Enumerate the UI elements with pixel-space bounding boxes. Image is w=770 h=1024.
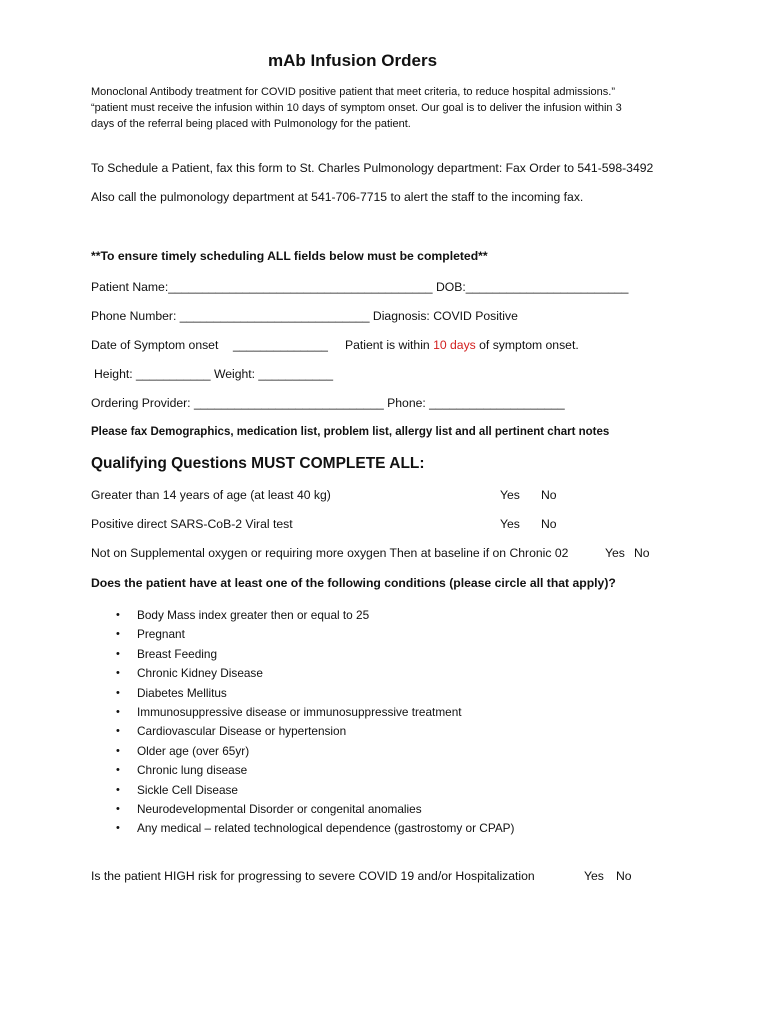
condition-label: Diabetes Mellitus (137, 685, 227, 700)
intro-line: days of the referral being placed with Pulmonology for the patient. (91, 118, 411, 130)
within-suffix: of symptom onset. (479, 338, 579, 352)
page-title: mAb Infusion Orders (267, 51, 438, 70)
bullet-icon: • (116, 647, 120, 660)
answer-no[interactable]: No (541, 488, 557, 502)
condition-label: Cardiovascular Disease or hypertension (137, 724, 347, 739)
intro-line: “patient must receive the infusion within 10 days of symptom onset. Our goal is to deliver the infusion within 3 (91, 102, 622, 114)
bullet-icon: • (116, 667, 120, 680)
condition-label: Pregnant (137, 627, 185, 642)
answer-no[interactable]: No (634, 546, 650, 560)
bullet-icon: • (116, 628, 120, 641)
list-item[interactable] (113, 606, 514, 625)
condition-label: Body Mass index greater then or equal to 25 (137, 608, 370, 622)
answer-yes[interactable]: Yes (500, 488, 520, 502)
height-weight-field[interactable]: Height: ___________ Weight: ___________ (94, 367, 333, 381)
answer-yes[interactable]: Yes (500, 517, 520, 531)
conditions-list (113, 606, 514, 839)
question-text: Greater than 14 years of age (at least 40 kg) (91, 488, 331, 502)
symptom-onset-field[interactable]: ______________ (233, 338, 328, 352)
condition-label: Chronic lung disease (137, 763, 248, 778)
bullet-icon: • (116, 822, 120, 835)
phone-diagnosis-field[interactable]: Phone Number: ____________________________ Diagnosis: COVID Positive (91, 309, 518, 323)
condition-label: Immunosuppressive disease or immunosuppressive treatment (137, 704, 462, 719)
symptom-onset-label: Date of Symptom onset (91, 338, 219, 352)
qualifying-heading: Qualifying Questions MUST COMPLETE ALL: (91, 455, 425, 472)
list-item[interactable] (113, 664, 514, 683)
intro-line: Monoclonal Antibody treatment for COVID positive patient that meet criteria, to reduce hospital admissions.” (91, 86, 615, 98)
high-risk-no[interactable]: No (616, 869, 632, 883)
condition-label: Sickle Cell Disease (137, 782, 238, 797)
ordering-provider-field[interactable]: Ordering Provider: ____________________________ Phone: ____________________ (91, 396, 565, 410)
intro-paragraph (91, 84, 691, 132)
list-item[interactable] (113, 684, 514, 703)
bullet-icon: • (116, 725, 120, 738)
bullet-icon: • (116, 764, 120, 777)
list-item[interactable] (113, 819, 514, 838)
list-item[interactable] (113, 800, 514, 819)
required-notice: **To ensure timely scheduling ALL fields below must be completed** (91, 249, 488, 263)
within-days-highlight: 10 days (433, 338, 476, 352)
list-item[interactable] (113, 722, 514, 741)
conditions-heading: Does the patient have at least one of the following conditions (please circle all that apply)? (91, 576, 616, 590)
question-text: Positive direct SARS-CoB-2 Viral test (91, 517, 293, 531)
bullet-icon: • (116, 705, 120, 718)
list-item[interactable] (113, 645, 514, 664)
bullet-icon: • (116, 744, 120, 757)
patient-name-dob-field[interactable]: Patient Name:_______________________________________ DOB:________________________ (91, 280, 629, 294)
list-item[interactable] (113, 781, 514, 800)
list-item[interactable] (113, 742, 514, 761)
bullet-icon: • (116, 802, 120, 815)
within-prefix: Patient is within (345, 338, 430, 352)
high-risk-question: Is the patient HIGH risk for progressing to severe COVID 19 and/or Hospitalization (91, 869, 535, 883)
call-instructions: Also call the pulmonology department at 541-706-7715 to alert the staff to the incoming fax. (91, 190, 584, 204)
condition-label: Breast Feeding (137, 646, 218, 661)
schedule-instructions: To Schedule a Patient, fax this form to St. Charles Pulmonology department: Fax Order to 541-598-3492 (91, 161, 654, 175)
fax-demographics-note: Please fax Demographics, medication list, problem list, allergy list and all pertinent chart notes (91, 426, 610, 438)
condition-label: Neurodevelopmental Disorder or congenital anomalies (137, 801, 422, 816)
bullet-icon: • (116, 609, 120, 621)
list-item[interactable] (113, 625, 514, 644)
answer-yes[interactable]: Yes (605, 546, 625, 560)
condition-label: Chronic Kidney Disease (137, 666, 263, 681)
condition-label: Any medical – related technological dependence (gastrostomy or CPAP) (137, 821, 515, 836)
question-text: Not on Supplemental oxygen or requiring more oxygen Then at baseline if on Chronic 02 (91, 546, 569, 560)
list-item[interactable] (113, 761, 514, 780)
bullet-icon: • (116, 783, 120, 796)
high-risk-yes[interactable]: Yes (584, 869, 604, 883)
bullet-icon: • (116, 686, 120, 699)
list-item[interactable] (113, 703, 514, 722)
within-days-note (345, 338, 579, 352)
answer-no[interactable]: No (541, 517, 557, 531)
condition-label: Older age (over 65yr) (137, 743, 250, 758)
